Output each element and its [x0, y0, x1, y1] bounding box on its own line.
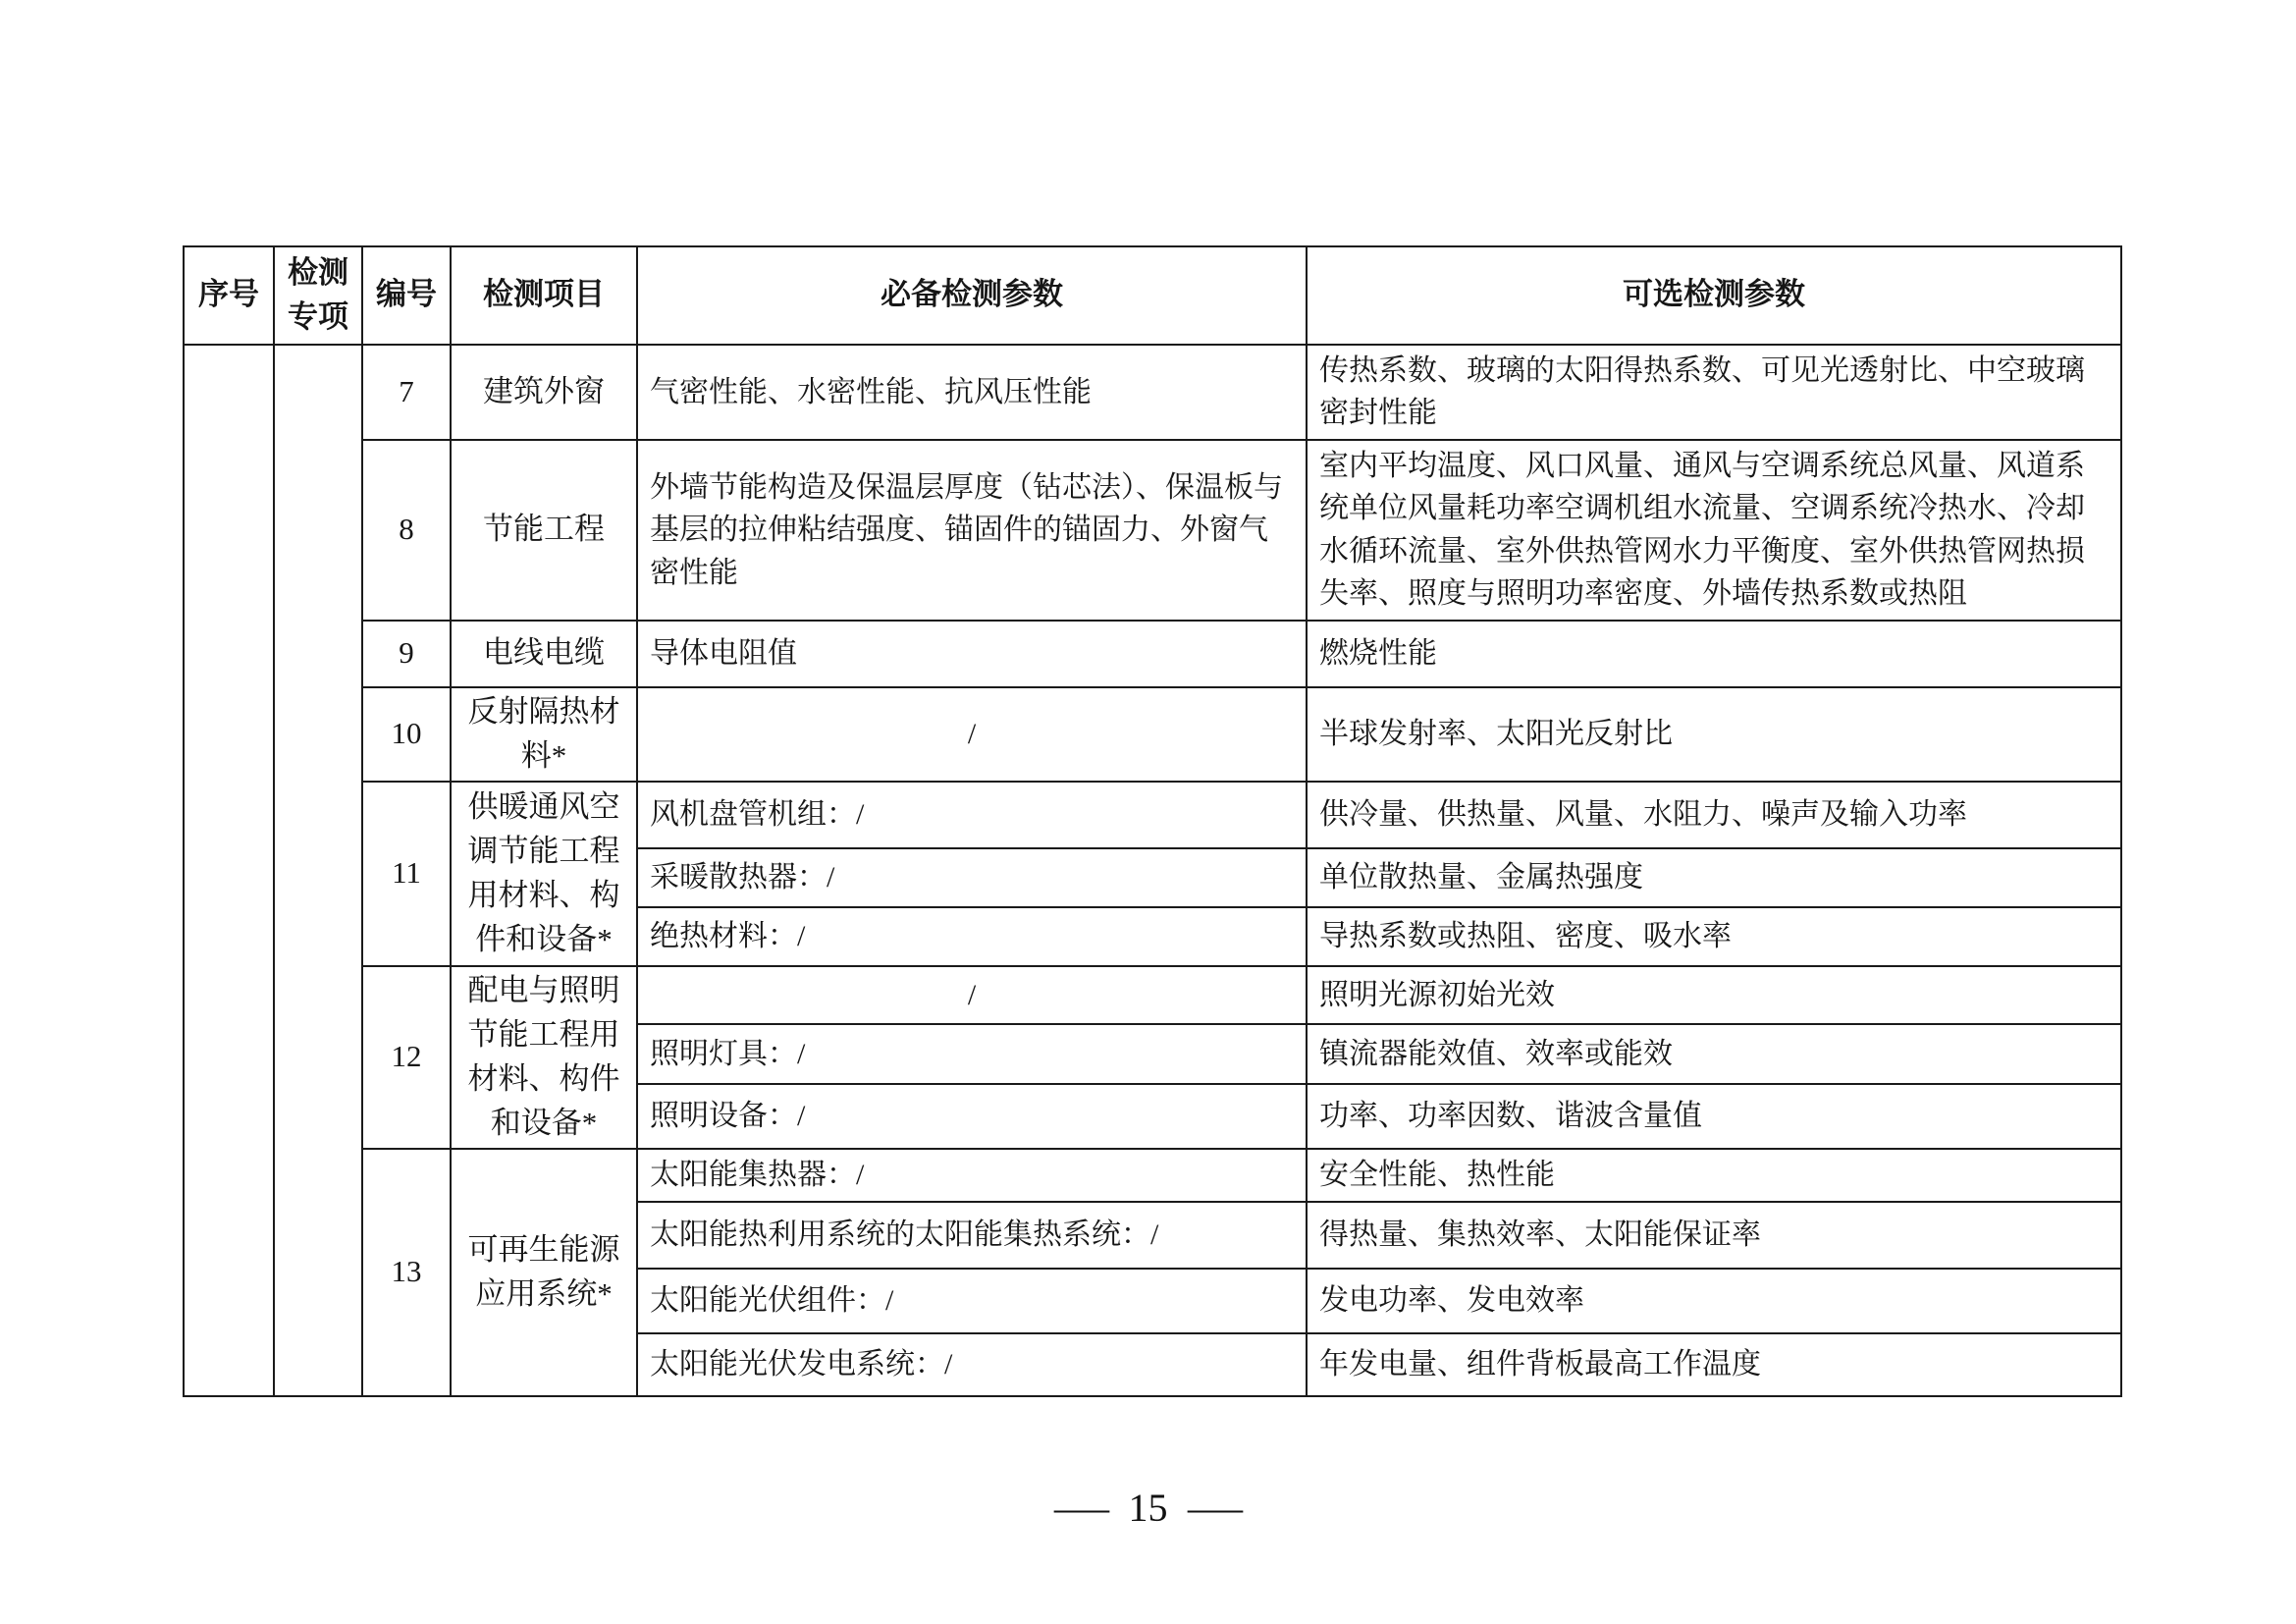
row-number-cell: 8 — [362, 440, 451, 621]
required-params-cell: 太阳能光伏组件：/ — [637, 1269, 1307, 1333]
table-row — [184, 1149, 2121, 1202]
optional-params-cell: 照明光源初始光效 — [1307, 966, 2121, 1024]
required-params-cell: 绝热材料：/ — [637, 907, 1307, 966]
required-params-cell: 采暖散热器：/ — [637, 848, 1307, 907]
required-params-cell: / — [637, 687, 1307, 782]
required-params-cell: 照明灯具：/ — [637, 1024, 1307, 1084]
optional-params-cell: 发电功率、发电效率 — [1307, 1269, 2121, 1333]
table-row — [184, 687, 2121, 782]
seq-body-cell — [184, 345, 274, 1396]
optional-params-cell: 功率、功率因数、谐波含量值 — [1307, 1084, 2121, 1148]
item-cell: 供暖通风空调节能工程用材料、构件和设备* — [451, 782, 637, 966]
row-number-cell: 12 — [362, 966, 451, 1149]
row-number-cell: 9 — [362, 621, 451, 687]
optional-params-cell: 导热系数或热阻、密度、吸水率 — [1307, 907, 2121, 966]
inspection-parameters-table — [183, 245, 2122, 1397]
optional-params-cell: 安全性能、热性能 — [1307, 1149, 2121, 1202]
header-seq: 序号 — [184, 246, 274, 345]
item-cell: 电线电缆 — [451, 621, 637, 687]
required-params-cell: 照明设备：/ — [637, 1084, 1307, 1148]
required-params-cell: 风机盘管机组：/ — [637, 782, 1307, 848]
page-footer — [0, 1485, 2296, 1531]
required-params-cell: 太阳能光伏发电系统：/ — [637, 1333, 1307, 1396]
table-row — [184, 621, 2121, 687]
required-params-cell: 气密性能、水密性能、抗风压性能 — [637, 345, 1307, 440]
required-params-cell: 太阳能热利用系统的太阳能集热系统：/ — [637, 1202, 1307, 1269]
item-cell: 反射隔热材料* — [451, 687, 637, 782]
item-cell: 配电与照明节能工程用材料、构件和设备* — [451, 966, 637, 1149]
footer-dash-right: — — [1187, 1486, 1243, 1530]
footer-dash-left: — — [1053, 1486, 1109, 1530]
item-cell: 节能工程 — [451, 440, 637, 621]
specialty-body-cell — [274, 345, 362, 1396]
optional-params-cell: 年发电量、组件背板最高工作温度 — [1307, 1333, 2121, 1396]
table-row — [184, 782, 2121, 848]
row-number-cell: 7 — [362, 345, 451, 440]
item-cell: 可再生能源应用系统* — [451, 1149, 637, 1396]
optional-params-cell: 供冷量、供热量、风量、水阻力、噪声及输入功率 — [1307, 782, 2121, 848]
row-number-cell: 13 — [362, 1149, 451, 1396]
header-required: 必备检测参数 — [637, 246, 1307, 345]
table-row — [184, 966, 2121, 1024]
table-row — [184, 440, 2121, 621]
row-number-cell: 11 — [362, 782, 451, 966]
optional-params-cell: 室内平均温度、风口风量、通风与空调系统总风量、风道系统单位风量耗功率空调机组水流量、空调系统冷热水、冷却水循环流量、室外供热管网水力平衡度、室外供热管网热损失率、照度与照明功率密度、外墙传热系数或热阻 — [1307, 440, 2121, 621]
row-number-cell: 10 — [362, 687, 451, 782]
header-specialty: 检测专项 — [274, 246, 362, 345]
optional-params-cell: 传热系数、玻璃的太阳得热系数、可见光透射比、中空玻璃密封性能 — [1307, 345, 2121, 440]
header-optional: 可选检测参数 — [1307, 246, 2121, 345]
required-params-cell: 导体电阻值 — [637, 621, 1307, 687]
required-params-cell: / — [637, 966, 1307, 1024]
header-number: 编号 — [362, 246, 451, 345]
optional-params-cell: 燃烧性能 — [1307, 621, 2121, 687]
header-item: 检测项目 — [451, 246, 637, 345]
required-params-cell: 外墙节能构造及保温层厚度（钻芯法）、保温板与基层的拉伸粘结强度、锚固件的锚固力、外窗气密性能 — [637, 440, 1307, 621]
optional-params-cell: 镇流器能效值、效率或能效 — [1307, 1024, 2121, 1084]
optional-params-cell: 单位散热量、金属热强度 — [1307, 848, 2121, 907]
required-params-cell: 太阳能集热器：/ — [637, 1149, 1307, 1202]
optional-params-cell: 半球发射率、太阳光反射比 — [1307, 687, 2121, 782]
optional-params-cell: 得热量、集热效率、太阳能保证率 — [1307, 1202, 2121, 1269]
table-header-row — [184, 246, 2121, 345]
item-cell: 建筑外窗 — [451, 345, 637, 440]
table-row — [184, 345, 2121, 440]
page-number: 15 — [1128, 1486, 1168, 1530]
